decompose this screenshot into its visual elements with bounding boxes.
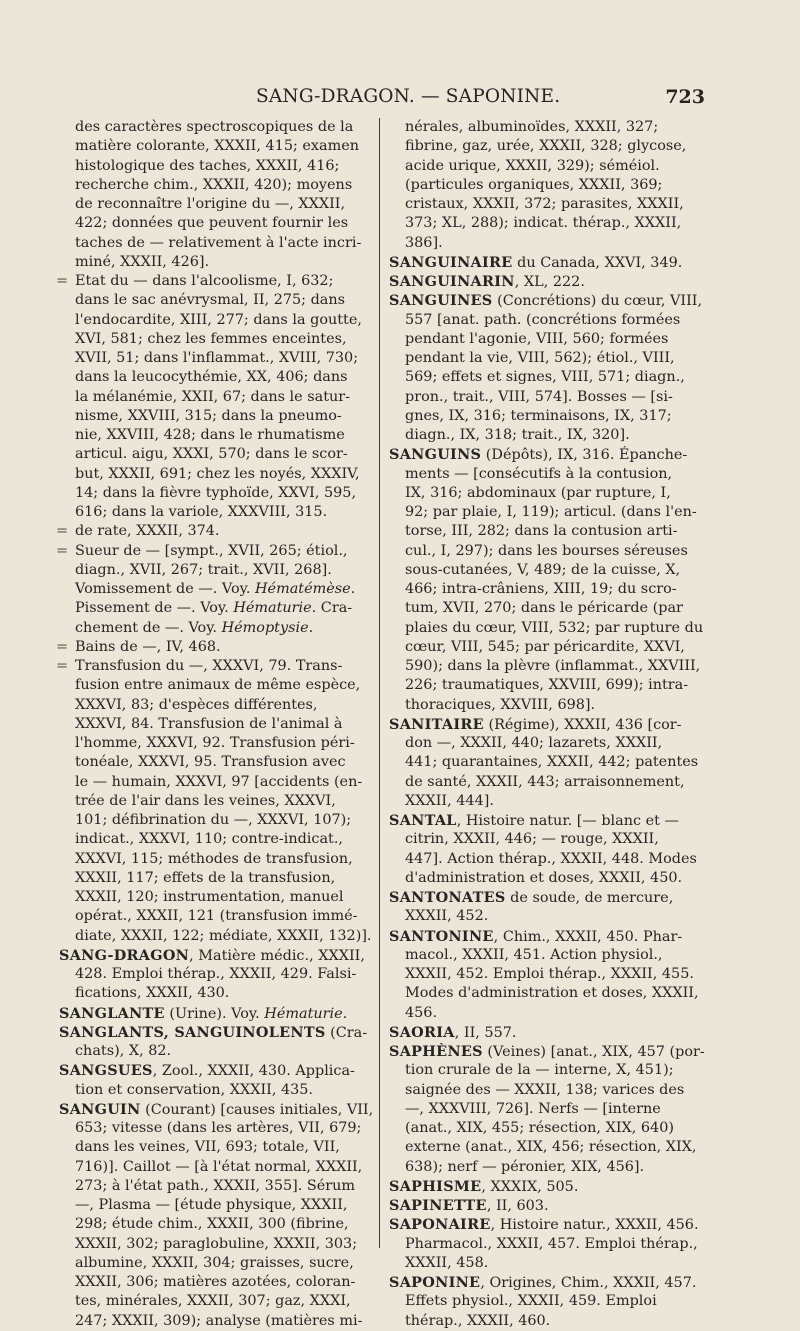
cross-reference: Hématurie: [233, 600, 312, 617]
index-entry-line: 456.: [405, 1004, 438, 1021]
index-entry-line: XXXII, 120; instrumentation, manuel: [75, 889, 344, 905]
index-entry-line: plaies du cœur, VIII, 532; par rupture du: [405, 619, 704, 636]
index-entry-line: fications, XXXII, 430.: [75, 985, 230, 1002]
index-entry-line: XVI, 581; chez les femmes enceintes,: [75, 330, 347, 347]
index-entry-headword-line: SANGUINES (Concrétions) du cœur, VIII,: [389, 292, 703, 310]
index-entry-line: nie, XXVIII, 428; dans le rhumatisme: [75, 427, 345, 443]
index-entry-line: tum, XVII, 270; dans le péricarde (par: [405, 600, 683, 617]
index-entry-line: 590); dans la plèvre (inflammat., XXVIII,: [405, 658, 701, 674]
index-entry-line: XXXII, 302; paraglobuline, XXXII, 303;: [75, 1235, 358, 1252]
running-header: [60, 86, 715, 112]
entry-headword: SANGUINAIRE: [389, 253, 513, 271]
index-entry-line: 422; données que peuvent fournir les: [75, 215, 349, 232]
index-entry-line: 373; XL, 288); indicat. thérap., XXXII,: [405, 215, 682, 232]
index-entry-line: = Bains de —, IV, 468.: [59, 638, 377, 657]
index-entry-line: XXXVI, 115; méthodes de transfusion,: [75, 850, 353, 867]
index-entry-line: XXXII, 444].: [405, 792, 494, 809]
index-entry-headword-line: SANTONINE, Chim., XXXII, 450. Phar-: [389, 927, 683, 945]
index-entry-headword-line: SANGLANTE (Urine). Voy. Hématurie.: [59, 1004, 348, 1022]
entry-headword: SANGUINS: [389, 446, 482, 464]
index-entry-line: Effets physiol., XXXII, 459. Emploi: [405, 1293, 657, 1310]
index-entry-line: 447]. Action thérap., XXXII, 448. Modes: [405, 850, 697, 867]
index-entry-headword-line: SANGUIN (Courant) [causes initiales, VII,: [59, 1100, 374, 1118]
index-entry-line: Modes d'administration et doses, XXXII,: [405, 985, 699, 1002]
index-entry-line: nérales, albuminoïdes, XXXII, 327;: [405, 119, 659, 135]
index-entry-line: XXXII, 458.: [405, 1254, 489, 1271]
index-entry-line: XXXVI, 83; d'espèces différentes,: [75, 696, 318, 713]
page-number: 723: [665, 86, 705, 108]
index-entry-line: opérat., XXXII, 121 (transfusion immé-: [75, 908, 358, 925]
index-entry-line: la mélanémie, XXII, 67; dans le satur-: [75, 388, 351, 405]
index-entry-headword-line: SANG-DRAGON, Matière médic., XXXII,: [59, 946, 365, 964]
index-entry-line: 273; à l'état path., XXXII, 355]. Sérum: [75, 1177, 356, 1194]
index-entry-line: tonéale, XXXVI, 95. Transfusion avec: [75, 754, 346, 771]
entry-headword: SANGSUES: [59, 1062, 153, 1080]
index-entry-line: = de rate, XXXII, 374.: [59, 522, 377, 541]
index-entry-line: = Etat du — dans l'alcoolisme, I, 632;: [59, 272, 377, 291]
index-entry-line: tes, minérales, XXXII, 307; gaz, XXXI,: [75, 1293, 351, 1310]
index-entry-line: tion crurale de la — interne, X, 451);: [405, 1062, 674, 1079]
index-entry-line: histologique des taches, XXXII, 416;: [75, 157, 340, 174]
entry-headword: SAPHISME: [389, 1177, 482, 1195]
index-entry-headword-line: SAORIA, II, 557.: [389, 1023, 517, 1041]
entry-headword: SANG-DRAGON: [59, 946, 190, 964]
index-entry-line: XXXVI, 84. Transfusion de l'animal à: [75, 715, 343, 732]
index-entry-line: XXXII, 452.: [405, 908, 489, 925]
index-entry-line: 466; intra-crâniens, XIII, 19; du scro-: [405, 581, 677, 597]
index-entry-line: cœur, VIII, 545; par péricardite, XXVI,: [405, 638, 685, 655]
index-entry-line: don —, XXXII, 440; lazarets, XXXII,: [405, 735, 663, 751]
index-entry-headword-line: SANGSUES, Zool., XXXII, 430. Applica-: [59, 1062, 355, 1080]
index-entry-headword-line: SANITAIRE (Régime), XXXII, 436 [cor-: [389, 715, 682, 733]
index-entry-line: 226; traumatiques, XXVIII, 699); intra-: [405, 677, 689, 694]
index-entry-headword-line: SAPHÈNES (Veines) [anat., XIX, 457 (por-: [389, 1043, 705, 1060]
index-entry-line: dans les veines, VII, 693; totale, VII,: [75, 1139, 340, 1156]
index-entry-line: pendant l'agonie, VIII, 560; formées: [405, 330, 669, 347]
index-entry-line: citrin, XXXII, 446; — rouge, XXXII,: [405, 831, 659, 848]
index-entry-line: acide urique, XXXII, 329); séméiol.: [405, 157, 660, 174]
index-entry-line: diagn., IX, 318; trait., IX, 320].: [405, 427, 630, 443]
index-entry-line: 569; effets et signes, VIII, 571; diagn.,: [405, 369, 685, 386]
index-entry-line: gnes, IX, 316; terminaisons, IX, 317;: [405, 407, 672, 424]
index-entry-line: torse, III, 282; dans la contusion arti-: [405, 523, 678, 540]
index-entry-line: (anat., XIX, 455; résection, XIX, 640): [405, 1120, 674, 1136]
entry-headword: SAPONINE: [389, 1274, 481, 1291]
index-entry-line: IX, 316; abdominaux (par rupture, I,: [405, 484, 671, 501]
index-entry-headword-line: SAPINETTE, II, 603.: [389, 1197, 549, 1214]
index-entry-headword-line: SANTAL, Histoire natur. [— blanc et —: [389, 812, 679, 829]
index-entry-line: pendant la vie, VIII, 562); étiol., VIII,: [405, 350, 675, 366]
index-entry-line: des caractères spectroscopiques de la: [75, 119, 354, 135]
entry-headword: SAPINETTE: [389, 1197, 487, 1214]
index-entry-line: chement de —. Voy. Hémoptysie.: [75, 619, 314, 636]
index-entry-line: XVII, 51; dans l'inflammat., XVIII, 730;: [75, 350, 359, 366]
index-entry-line: externe (anat., XIX, 456; résection, XIX,: [405, 1139, 697, 1156]
right-column: [389, 118, 707, 1331]
index-entry-line: articul. aigu, XXXI, 570; dans le scor-: [75, 446, 348, 463]
index-entry-line: albumine, XXXII, 304; graisses, sucre,: [75, 1254, 354, 1271]
running-title: SANG-DRAGON. — SAPONINE.: [256, 86, 561, 107]
index-entry-line: fusion entre animaux de même espèce,: [75, 677, 361, 694]
index-entry-line: 616; dans la variole, XXXVIII, 315.: [75, 504, 328, 520]
index-entry-line: taches de — relativement à l'acte incri-: [75, 234, 362, 251]
index-entry-line: XXXII, 117; effets de la transfusion,: [75, 869, 336, 886]
index-entry-line: l'homme, XXXVI, 92. Transfusion péri-: [75, 735, 355, 751]
index-entry-line: 557 [anat. path. (concrétions formées: [405, 311, 681, 328]
index-entry-line: 386].: [405, 234, 443, 251]
index-entry-line: thoraciques, XXVIII, 698].: [405, 696, 596, 713]
index-entry-line: tion et conservation, XXXII, 435.: [75, 1081, 314, 1098]
index-entry-line: XXXII, 452. Emploi thérap., XXXII, 455.: [405, 966, 694, 982]
index-entry-line: but, XXXII, 691; chez les noyés, XXXIV,: [75, 465, 360, 482]
entry-headword: SAPONAIRE: [389, 1216, 491, 1234]
index-entry-line: 101; défibrination du —, XXXVI, 107);: [75, 812, 352, 828]
index-entry-line: l'endocardite, XIII, 277; dans la goutte,: [75, 311, 362, 328]
index-entry-line: = Sueur de — [sympt., XVII, 265; étiol.,: [59, 542, 377, 561]
index-entry-line: de reconnaître l'origine du —, XXXII,: [75, 196, 346, 212]
index-entry-line: 14; dans la fièvre typhoïde, XXVI, 595,: [75, 484, 357, 501]
index-entry-line: fibrine, gaz, urée, XXXII, 328; glycose,: [405, 138, 687, 155]
entry-headword: SANGLANTE: [59, 1004, 165, 1022]
index-entry-headword-line: SAPONINE, Origines, Chim., XXXII, 457.: [389, 1274, 697, 1291]
index-entry-line: cristaux, XXXII, 372; parasites, XXXII,: [405, 196, 684, 212]
index-entry-line: nisme, XXVIII, 315; dans la pneumo-: [75, 407, 342, 424]
index-entry-line: dans le sac anévrysmal, II, 275; dans: [75, 292, 346, 309]
cross-reference: Hématémèse: [255, 581, 351, 597]
entry-headword: SANGUIN: [59, 1100, 141, 1118]
index-entry-line: trée de l'air dans les veines, XXXVI,: [75, 792, 336, 809]
index-entry-line: = Transfusion du —, XXXVI, 79. Trans-: [59, 657, 377, 676]
index-entry-line: le — humain, XXXVI, 97 [accidents (en-: [75, 773, 363, 790]
entry-headword: SANITAIRE: [389, 715, 484, 733]
index-entry-line: macol., XXXII, 451. Action physiol.,: [405, 946, 663, 963]
entry-headword: SAPHÈNES: [389, 1043, 483, 1060]
index-entry-line: 638); nerf — péronier, XIX, 456].: [405, 1158, 645, 1175]
left-column: [59, 118, 377, 1331]
index-entry-line: (particules organiques, XXXII, 369;: [405, 176, 663, 193]
index-entry-headword-line: SANTONATES de soude, de mercure,: [389, 889, 674, 906]
index-entry-line: d'administration et doses, XXXII, 450.: [405, 869, 683, 886]
index-entry-line: diate, XXXII, 122; médiate, XXXII, 132)].: [75, 927, 372, 944]
index-entry-line: 428. Emploi thérap., XXXII, 429. Falsi-: [75, 966, 357, 982]
index-entry-line: 653; vitesse (dans les artères, VII, 679;: [75, 1120, 362, 1136]
index-entry-line: ments — [consécutifs à la contusion,: [405, 465, 673, 482]
entry-headword: SANGUINARIN: [389, 273, 515, 290]
index-entry-line: 247; XXXII, 309); analyse (matières mi-: [75, 1312, 363, 1329]
index-entry-line: sous-cutanées, V, 489; de la cuisse, X,: [405, 561, 681, 578]
cross-reference: Hématurie: [264, 1005, 343, 1022]
index-entry-line: XXXII, 306; matières azotées, coloran-: [75, 1274, 356, 1290]
index-entry-line: Pissement de —. Voy. Hématurie. Cra-: [75, 600, 353, 617]
index-entry-headword-line: SANGUINARIN, XL, 222.: [389, 273, 585, 290]
index-entry-line: miné, XXXII, 426].: [75, 253, 210, 270]
index-entry-line: 716)]. Caillot — [à l'état normal, XXXII,: [75, 1158, 363, 1175]
index-entry-headword-line: SANGUINAIRE du Canada, XXVI, 349.: [389, 253, 683, 271]
index-entry-line: pron., trait., VIII, 574]. Bosses — [si-: [405, 388, 673, 405]
index-entry-line: chats), X, 82.: [75, 1043, 172, 1059]
entry-headword: SANGLANTS, SANGUINOLENTS: [59, 1023, 326, 1041]
column-divider: [379, 118, 380, 1248]
entry-headword: SANTONINE: [389, 927, 494, 945]
index-entry-line: matière colorante, XXXII, 415; examen: [75, 138, 360, 155]
index-entry-line: cul., I, 297); dans les bourses séreuses: [405, 542, 688, 559]
index-entry-line: dans la leucocythémie, XX, 406; dans: [75, 369, 348, 386]
index-entry-line: recherche chim., XXXII, 420); moyens: [75, 176, 353, 193]
index-entry-line: saignée des — XXXII, 138; varices des: [405, 1081, 685, 1098]
index-entry-line: Pharmacol., XXXII, 457. Emploi thérap.,: [405, 1235, 698, 1252]
entry-headword: SANTAL: [389, 812, 457, 829]
index-entry-line: 298; étude chim., XXXII, 300 (fibrine,: [75, 1216, 349, 1233]
index-entry-line: indicat., XXXVI, 110; contre-indicat.,: [75, 831, 343, 848]
index-entry-headword-line: SANGLANTS, SANGUINOLENTS (Cra-: [59, 1023, 368, 1041]
index-entry-line: de santé, XXXII, 443; arraisonnement,: [405, 773, 685, 790]
entry-headword: SAORIA: [389, 1023, 455, 1041]
index-entry-line: diagn., XVII, 267; trait., XVII, 268].: [75, 561, 332, 578]
index-entry-line: thérap., XXXII, 460.: [405, 1312, 551, 1329]
index-entry-headword-line: SANGUINS (Dépôts), IX, 316. Épanche-: [389, 446, 688, 464]
index-entry-line: —, XXXVIII, 726]. Nerfs — [interne: [405, 1100, 661, 1117]
index-entry-headword-line: SAPONAIRE, Histoire natur., XXXII, 456.: [389, 1216, 699, 1234]
index-entry-headword-line: SAPHISME, XXXIX, 505.: [389, 1177, 579, 1195]
index-entry-line: —, Plasma — [étude physique, XXXII,: [75, 1197, 348, 1213]
index-entry-line: 441; quarantaines, XXXII, 442; patentes: [405, 754, 699, 771]
entry-headword: SANGUINES: [389, 292, 493, 310]
cross-reference: Hémoptysie: [221, 619, 309, 636]
index-entry-line: Vomissement de —. Voy. Hématémèse.: [75, 581, 356, 597]
entry-headword: SANTONATES: [389, 889, 506, 906]
index-entry-line: 92; par plaie, I, 119); articul. (dans l'en-: [405, 504, 697, 520]
